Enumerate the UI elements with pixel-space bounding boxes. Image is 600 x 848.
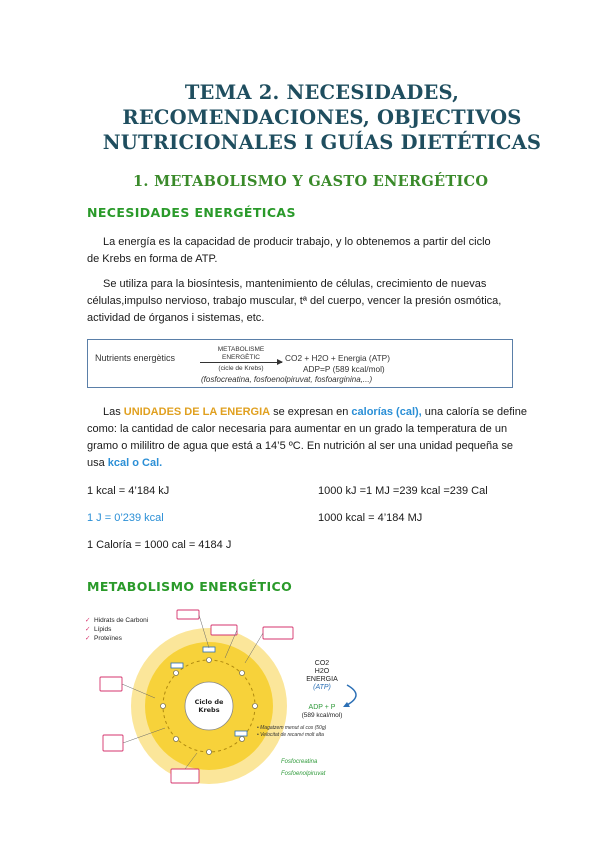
units-text-a: Las — [103, 406, 124, 418]
check-icon: ✓ — [85, 635, 91, 642]
paragraph-units-line-3: gramo o mililitro de agua que está a 14’5 ºC. En nutrición al ser una unidad pequeña se — [87, 440, 513, 452]
cycle-center-label-2: Krebs — [198, 706, 220, 714]
subheading-energy-needs: NECESIDADES ENERGÉTICAS — [87, 205, 296, 220]
paragraph-units — [87, 404, 527, 472]
paragraph-energy — [87, 234, 512, 268]
label-box — [171, 769, 199, 783]
arrow-icon — [200, 362, 282, 363]
right-h2o: H2O — [314, 668, 330, 675]
list-item-lipids: Lípids — [94, 626, 112, 633]
page-title — [60, 80, 584, 155]
right-adp: ADP + P — [308, 704, 336, 711]
box-met-line-1: METABOLISME — [217, 346, 265, 353]
krebs-cycle-svg — [85, 603, 385, 793]
box-metabolism-label — [201, 346, 281, 362]
recycle-arrow-icon — [347, 685, 356, 705]
paragraph-uses — [87, 276, 512, 327]
units-text-c: se expresan en — [270, 406, 352, 418]
right-energia: ENERGIA — [306, 676, 338, 683]
title-line-2: RECOMENDACIONES, OBJECTIVOS — [122, 106, 522, 129]
label-box — [263, 627, 293, 639]
box-nutrients-label: Nutrients energètics — [95, 353, 176, 363]
list-item-carbs: Hidrats de Carboni — [94, 617, 149, 624]
cycle-center-label-1: Ciclo de — [194, 698, 224, 706]
right-atp: (ATP) — [313, 684, 331, 691]
equation-caloria: 1 Caloría = 1000 cal = 4184 J — [87, 539, 232, 551]
equation-kcal-mj: 1000 kcal = 4’184 MJ — [318, 512, 423, 524]
units-highlight: UNIDADES DE LA ENERGIA — [123, 406, 271, 418]
paragraph-units-line-2: como: la cantidad de calor necesaria para aumentar en un grado la temperatura de un — [87, 423, 508, 435]
right-note-2: • Velocitat de recanvi molt alta — [257, 732, 324, 738]
label-box — [100, 677, 122, 691]
right-fosfoenolpiruvat: Fosfoenolpiruvat — [281, 771, 326, 777]
check-icon: ✓ — [85, 617, 91, 624]
equation-kj-mj: 1000 kJ =1 MJ =239 kcal =239 Cal — [318, 485, 488, 497]
paragraph-uses-line-3: actividad de órganos i sistemas, etc. — [87, 312, 265, 324]
box-result-3: (fosfocreatina, fosfoenolpiruvat, fosfoarginina,...) — [201, 375, 373, 384]
enzyme-box — [235, 731, 247, 736]
box-result-1: CO2 + H2O + Energia (ATP) — [285, 353, 390, 363]
paragraph-uses-line-2: células,impulso nervioso, trabajo muscular, tª del cuerpo, vencer la presión osmótica, — [87, 295, 502, 307]
box-met-line-2: ENERGÈTIC — [222, 354, 260, 361]
title-line-3: NUTRICIONALES I GUÍAS DIETÉTICAS — [102, 131, 542, 154]
section-heading: 1. METABOLISMO Y GASTO ENERGÉTICO — [133, 173, 489, 190]
enzyme-box — [171, 663, 183, 668]
units-text-l4: usa — [87, 457, 108, 469]
box-result-2: ADP=P (589 kcal/mol) — [303, 364, 385, 374]
label-box — [177, 610, 199, 619]
label-box — [103, 735, 123, 751]
title-line-1: TEMA 2. NECESIDADES, — [184, 81, 460, 104]
right-kcal: (589 kcal/mol) — [301, 712, 343, 719]
calories-highlight: calorías (cal), — [351, 406, 422, 418]
list-item-proteins: Proteïnes — [94, 635, 122, 642]
units-text-e: una caloría se define — [421, 406, 527, 418]
paragraph-energy-line-2: de Krebs en forma de ATP. — [87, 253, 218, 265]
paragraph-uses-line-1: Se utiliza para la biosíntesis, mantenimiento de células, crecimiento de nuevas — [103, 278, 487, 290]
right-co2: CO2 — [314, 660, 330, 667]
subheading-energy-metabolism: METABOLISMO ENERGÉTICO — [87, 579, 293, 594]
box-krebs-label: (cicle de Krebs) — [218, 365, 264, 372]
paragraph-energy-line-1: La energía es la capacidad de producir trabajo, y lo obtenemos a partir del ciclo — [103, 236, 491, 248]
check-icon: ✓ — [85, 626, 91, 633]
equation-j-kcal: 1 J = 0’239 kcal — [87, 512, 164, 524]
label-box — [211, 625, 237, 635]
krebs-cycle-figure — [85, 603, 385, 793]
equation-kcal-kj: 1 kcal = 4’184 kJ — [87, 485, 170, 497]
right-note-1: • Magatzem menut al cos (50g) — [257, 725, 327, 731]
kcal-highlight: kcal o Cal. — [107, 457, 163, 469]
right-fosfocreatina: Fosfocreatina — [281, 759, 318, 765]
metabolism-box-diagram — [87, 339, 513, 388]
